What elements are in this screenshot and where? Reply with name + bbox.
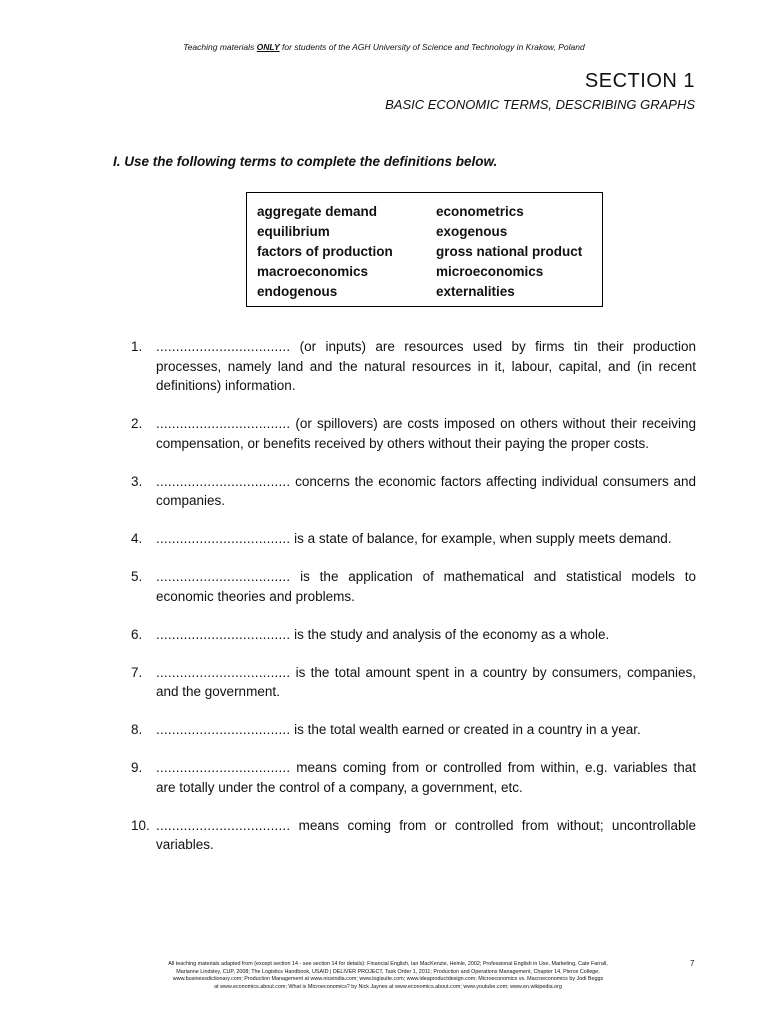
term: externalities bbox=[436, 284, 515, 299]
item-number: 4. bbox=[131, 531, 143, 546]
footer-line: www.businessdictionary.com; Production Management at www.niceindia.com; www.logisuite.com; www.ideaproductdesign.com; Microeconomics vs. Macroeconomics by Jodi Beggs bbox=[172, 976, 604, 983]
item-number: 9. bbox=[131, 760, 143, 775]
term: macroeconomics bbox=[257, 264, 369, 279]
answer-blank: .................................. bbox=[156, 569, 291, 584]
item-number: 6. bbox=[131, 626, 143, 642]
term-column-right bbox=[436, 202, 582, 302]
term: factors of production bbox=[257, 244, 393, 259]
footer-line: at www.economics.about.com; What is Microeconomics? by Nick Jaynes at www.economics.about.com; www.youtube.com; www.en.wikipedia.org bbox=[214, 983, 562, 990]
definition-text: means coming from or controlled from without; uncontrollable variables. bbox=[156, 817, 696, 852]
item-number: 5. bbox=[131, 569, 143, 584]
item-number: 2. bbox=[131, 416, 143, 431]
term: aggregate demand bbox=[257, 204, 378, 219]
footer-line: Marianne Lindsley, CUP, 2008; The Logistics Handbook, USAID | DELIVER PROJECT, Task Order 1, 2011; Production and Operations Management, Chapter 14, Pierce College; bbox=[176, 968, 600, 975]
definition-text: is a state of balance, for example, when supply meets demand. bbox=[290, 531, 672, 546]
answer-blank: .................................. bbox=[156, 416, 291, 431]
section-subtitle: BASIC ECONOMIC TERMS, DESCRIBING GRAPHS bbox=[385, 97, 695, 112]
term: gross national product bbox=[436, 244, 583, 259]
definition-item bbox=[131, 567, 696, 606]
definition-text: is the application of mathematical and statistical models to economic theories and problems. bbox=[156, 569, 696, 604]
definition-text: (or spillovers) are costs imposed on others without their receiving compensation, or benefits received by others without their paying the proper costs. bbox=[156, 416, 696, 451]
definition-item bbox=[131, 720, 696, 740]
term: econometrics bbox=[436, 204, 524, 219]
item-number: 7. bbox=[131, 664, 143, 680]
page-number: 7 bbox=[690, 959, 695, 968]
definition-item bbox=[131, 472, 696, 511]
answer-blank: .................................. bbox=[156, 722, 291, 737]
answer-blank: .................................. bbox=[156, 664, 291, 680]
definition-text: is the total amount spent in a country by consumers, companies, and the government. bbox=[156, 664, 696, 699]
term: exogenous bbox=[436, 224, 508, 239]
answer-blank: .................................. bbox=[156, 626, 291, 642]
answer-blank: .................................. bbox=[156, 531, 291, 546]
definition-text: means coming from or controlled from within, e.g. variables that are totally under the control of a company, a government, etc. bbox=[156, 760, 696, 795]
answer-blank: .................................. bbox=[156, 817, 291, 833]
definition-item bbox=[131, 529, 696, 549]
definition-text: is the study and analysis of the economy as a whole. bbox=[290, 626, 610, 642]
term: microeconomics bbox=[436, 264, 544, 279]
item-number: 1. bbox=[131, 339, 143, 354]
definition-item bbox=[131, 758, 696, 797]
answer-blank: .................................. bbox=[156, 473, 291, 489]
answer-blank: .................................. bbox=[156, 760, 291, 775]
definition-item bbox=[131, 414, 696, 453]
header-note-end: for students of the AGH University of Science and Technology in Krakow, Poland bbox=[279, 42, 585, 52]
answer-blank: .................................. bbox=[156, 339, 291, 354]
term-box bbox=[246, 192, 603, 307]
item-number: 3. bbox=[131, 473, 143, 489]
header-note-start: Teaching materials bbox=[183, 42, 257, 52]
definition-item bbox=[131, 816, 696, 855]
definition-item bbox=[131, 337, 696, 396]
header-note-only: ONLY bbox=[256, 42, 280, 52]
footer-sources bbox=[138, 961, 638, 991]
section-title: SECTION 1 bbox=[584, 70, 695, 92]
definition-list bbox=[131, 337, 696, 873]
term: endogenous bbox=[257, 284, 338, 299]
footer-line: All teaching materials adapted from (except section 14 - see section 14 for details): Financial English, Ian MacKenzie, Heinle, 2002; Professional English in Use, Marketing, Cate Farrall, bbox=[168, 961, 608, 967]
exercise-instruction: I. Use the following terms to complete the definitions below. bbox=[113, 154, 498, 169]
definition-text: is the total wealth earned or created in a country in a year. bbox=[290, 722, 641, 737]
term: equilibrium bbox=[257, 224, 330, 239]
definition-item bbox=[131, 663, 696, 702]
definition-text: concerns the economic factors affecting individual consumers and companies. bbox=[156, 473, 696, 508]
item-number: 10. bbox=[131, 817, 150, 833]
item-number: 8. bbox=[131, 722, 143, 737]
header-note bbox=[0, 42, 768, 52]
definition-text: (or inputs) are resources used by firms tin their production processes, namely land and the natural resources in it, labour, capital, and (in recent definitions) information. bbox=[156, 339, 696, 393]
definition-item bbox=[131, 625, 696, 645]
term-column-left bbox=[257, 202, 393, 302]
